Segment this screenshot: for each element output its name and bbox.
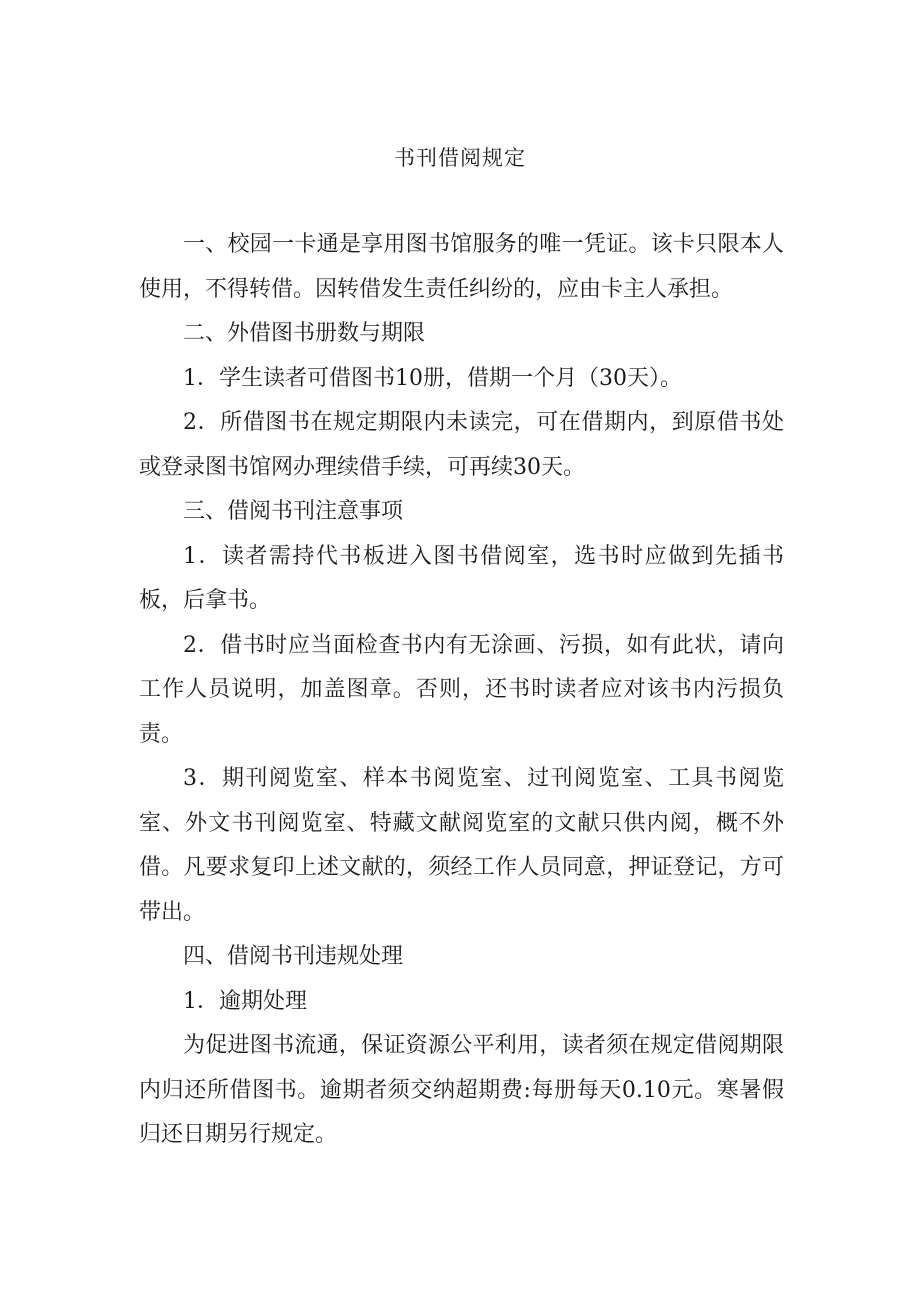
section-heading-borrow-limits: 二、外借图书册数与期限 bbox=[183, 321, 426, 346]
rule-overdue-fee: 为促进图书流通，保证资源公平利用，读者须在规定借阅期限内归还所借图书。逾期者须交纳超期费:每册每天0.10元。寒暑假归还日期另行规定。 bbox=[139, 1033, 784, 1147]
rule-campus-card: 一、校园一卡通是享用图书馆服务的唯一凭证。该卡只限本人使用，不得转借。因转借发生责任纠纷的，应由卡主人承担。 bbox=[139, 232, 784, 302]
section-heading-borrowing-notes: 三、借阅书刊注意事项 bbox=[183, 499, 404, 524]
document-body bbox=[139, 223, 784, 1158]
rule-renewal: 2．所借图书在规定期限内未读完，可在借期内，到原借书处或登录图书馆网办理续借手续，可再续30天。 bbox=[139, 410, 784, 480]
rule-student-quota: 1．学生读者可借图书10册，借期一个月（30天）。 bbox=[183, 365, 682, 391]
section-heading-violations: 四、借阅书刊违规处理 bbox=[183, 944, 404, 969]
rule-book-marker: 1．读者需持代书板进入图书借阅室，选书时应做到先插书板，后拿书。 bbox=[139, 543, 784, 613]
rule-reading-rooms: 3．期刊阅览室、样本书阅览室、过刊阅览室、工具书阅览室、外文书刊阅览室、特藏文献阅览室的文献只供内阅，概不外借。凡要求复印上述文献的，须经工作人员同意，押证登记，方可带出。 bbox=[139, 766, 784, 925]
subheading-overdue: 1．逾期处理 bbox=[183, 988, 307, 1014]
rule-inspect-damage: 2．借书时应当面检查书内有无涂画、污损，如有此状，请向工作人员说明，加盖图章。否则，还书时读者应对该书内污损负责。 bbox=[139, 632, 784, 747]
document-title: 书刊借阅规定 bbox=[394, 146, 526, 170]
